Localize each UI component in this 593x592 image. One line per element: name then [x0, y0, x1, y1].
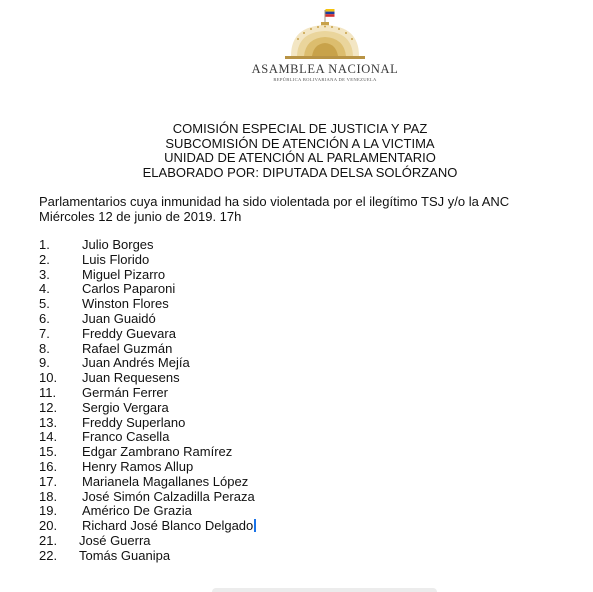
- bottom-scroll-bar[interactable]: [212, 588, 437, 592]
- list-item: [39, 401, 339, 416]
- list-item: [39, 460, 339, 475]
- capitol-dome-icon: [277, 6, 373, 62]
- list-item: [39, 475, 339, 490]
- list-item-name: Freddy Superlano: [82, 414, 186, 430]
- intro-line: Parlamentarios cuya inmunidad ha sido violentada por el ilegítimo TSJ y/o la ANC: [39, 194, 510, 209]
- list-item: [39, 297, 339, 312]
- list-item-name: Miguel Pizarro: [82, 266, 166, 282]
- text-cursor-caret: [254, 519, 256, 532]
- list-item-number: 10.: [39, 370, 58, 386]
- list-item-number: 19.: [39, 503, 58, 519]
- list-item-name: Edgar Zambrano Ramírez: [82, 444, 233, 460]
- list-item: [39, 445, 339, 460]
- list-item-number: 16.: [39, 458, 58, 474]
- header-line: SUBCOMISIÓN DE ATENCIÓN A LA VICTIMA: [165, 135, 435, 151]
- list-item-name: Freddy Guevara: [82, 325, 176, 341]
- list-item-name: Rafael Guzmán: [82, 340, 173, 356]
- list-item: [39, 386, 339, 401]
- list-item-name: Germán Ferrer: [82, 384, 168, 400]
- list-item: [39, 504, 339, 519]
- list-item-name: Winston Flores: [82, 296, 169, 312]
- intro-paragraph: [39, 194, 584, 224]
- header-line: COMISIÓN ESPECIAL DE JUSTICIA Y PAZ: [172, 121, 428, 136]
- list-item-name: Henry Ramos Allup: [82, 458, 194, 474]
- list-item-name: Marianela Magallanes López: [82, 473, 249, 489]
- list-item-number: 22.: [39, 547, 58, 563]
- list-item-name: Carlos Paparoni: [82, 281, 176, 297]
- list-item-name: Juan Andrés Mejía: [82, 355, 190, 371]
- document-header: [120, 122, 480, 180]
- list-item-number: 21.: [39, 532, 58, 548]
- list-item-name: Juan Requesens: [82, 370, 180, 386]
- parliamentarians-list: [39, 238, 339, 564]
- list-item: [39, 371, 339, 386]
- list-item: [39, 312, 339, 327]
- logo-subtitle: REPÚBLICA BOLIVARIANA DE VENEZUELA: [273, 77, 377, 82]
- list-item-name-text: Richard José Blanco Delgado: [82, 518, 254, 534]
- header-line: UNIDAD DE ATENCIÓN AL PARLAMENTARIO: [164, 150, 436, 165]
- asamblea-nacional-logo: [250, 6, 400, 86]
- list-item-name: Américo De Grazia: [82, 503, 192, 519]
- list-item-number: 8.: [39, 340, 50, 356]
- list-item-name: Luis Florido: [82, 251, 150, 267]
- list-item: [39, 268, 339, 283]
- list-item: [39, 549, 339, 564]
- list-item-number: 17.: [39, 473, 58, 489]
- list-item-name: Tomás Guanipa: [79, 547, 171, 563]
- list-item: [39, 282, 339, 297]
- list-item-name: Juan Guaidó: [82, 310, 156, 326]
- list-item-name: Sergio Vergara: [82, 399, 169, 415]
- list-item-name: José Guerra: [79, 532, 151, 548]
- header-line: ELABORADO POR: DIPUTADA DELSA SOLÓRZANO: [142, 164, 458, 180]
- list-item-name: Julio Borges: [82, 237, 154, 252]
- list-item-number: 5.: [39, 296, 50, 312]
- list-item: [39, 342, 339, 357]
- list-item-number: 20.: [39, 518, 58, 534]
- list-item: [39, 519, 339, 534]
- list-item-number: 11.: [39, 384, 57, 400]
- list-item: [39, 534, 339, 549]
- list-item-number: 14.: [39, 429, 58, 445]
- list-item-name: Franco Casella: [82, 429, 170, 445]
- list-item-number: 1.: [39, 237, 50, 252]
- logo-name: ASAMBLEA NACIONAL: [251, 62, 399, 76]
- list-item: [39, 356, 339, 371]
- list-item-name: [82, 519, 256, 534]
- list-item: [39, 238, 339, 253]
- list-item-number: 2.: [39, 251, 50, 267]
- list-item-number: 9.: [39, 355, 50, 371]
- list-item-number: 4.: [39, 281, 50, 297]
- list-item-name: José Simón Calzadilla Peraza: [82, 488, 255, 504]
- list-item: [39, 430, 339, 445]
- list-item-number: 15.: [39, 444, 58, 460]
- list-item-number: 6.: [39, 310, 50, 326]
- list-item: [39, 327, 339, 342]
- list-item: [39, 416, 339, 431]
- list-item: [39, 490, 339, 505]
- list-item-number: 12.: [39, 399, 58, 415]
- list-item-number: 13.: [39, 414, 58, 430]
- intro-date: Miércoles 12 de junio de 2019. 17h: [39, 209, 242, 224]
- list-item-number: 18.: [39, 488, 58, 504]
- list-item-number: 3.: [39, 266, 50, 282]
- list-item: [39, 253, 339, 268]
- list-item-number: 7.: [39, 325, 50, 341]
